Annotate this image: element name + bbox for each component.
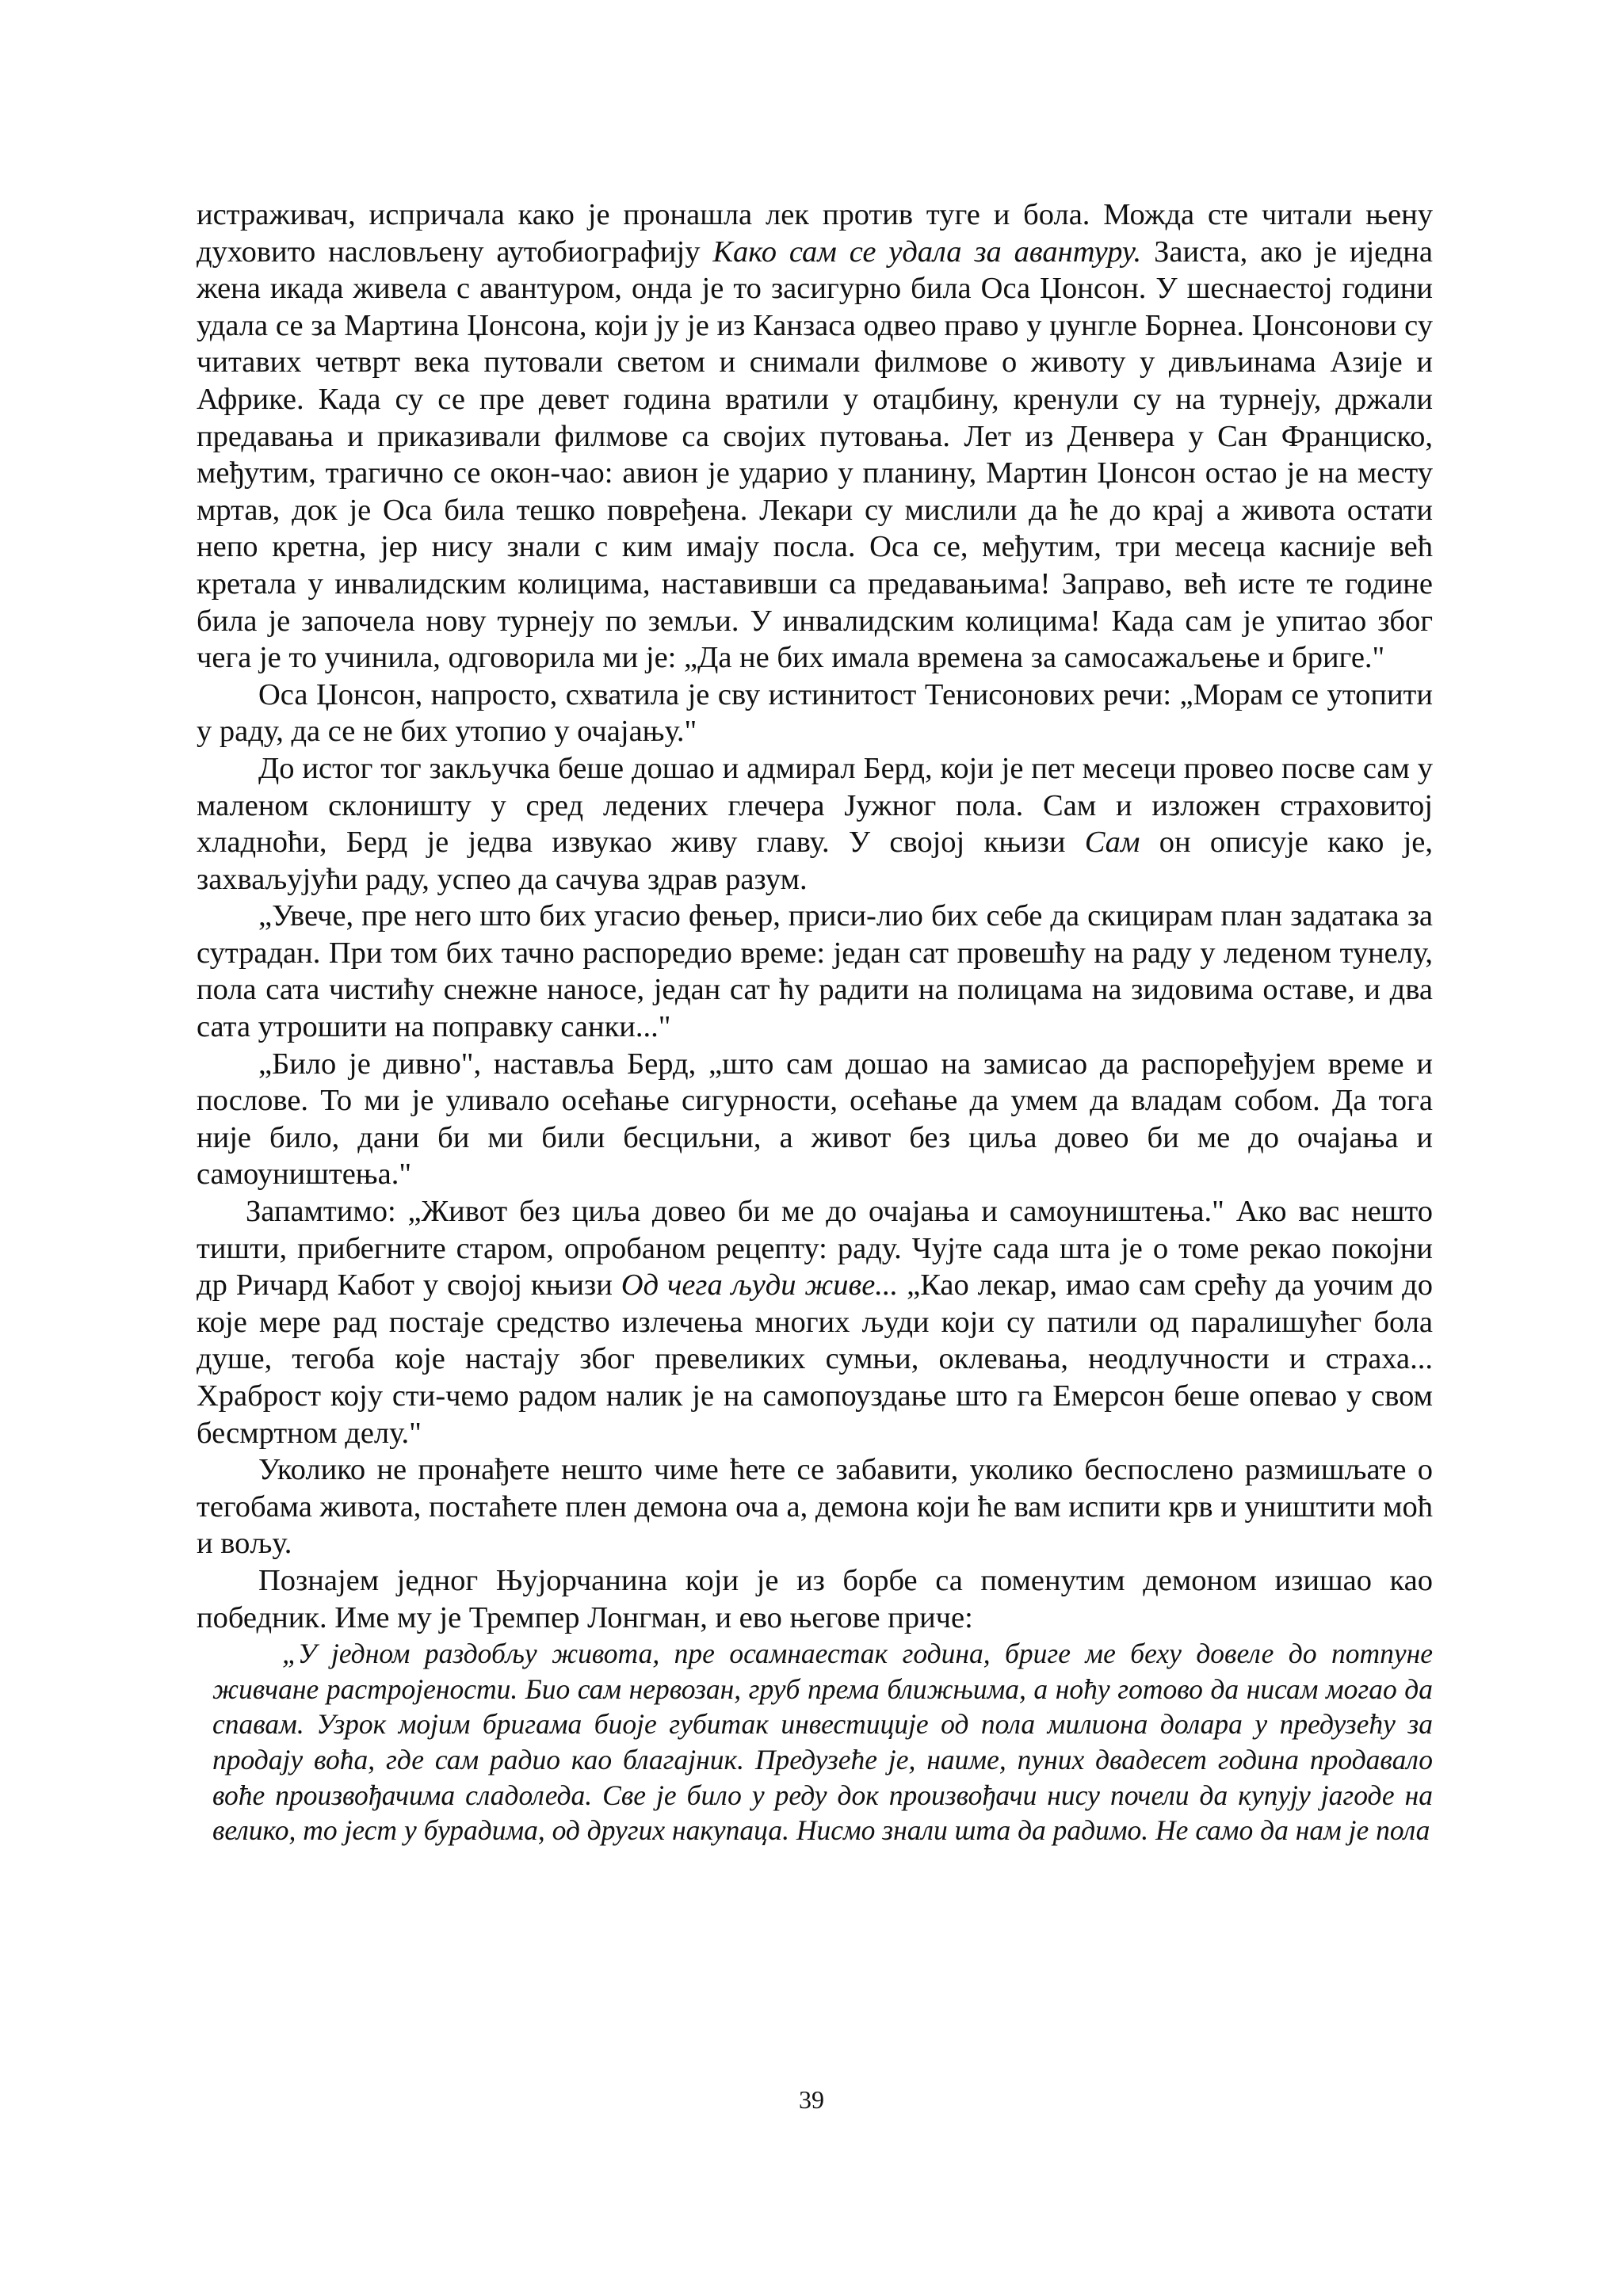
paragraph-6 <box>197 1193 1433 1451</box>
quote-paragraph-text: „У једном раздобљу живота, пре осамнаестак година, бриге ме беху довеле до потпуне живчане растројености. Био сам нервозан, груб према ближњима, а ноћу готово да нисам могао да спавам. Узрок мојим бригама биоје губитак инвестиције од пола милиона долара у предузећу за продају воћа, где сам радио као благајник. Предузеће је, наиме, пуних двадесет година продавало воће произвођачима сладоледа. Све је било у реду док произвођачи нису почели да купују јагоде на велико, то јест у бурадима, од других накупаца. Нисмо знали шта да радимо. Не само да нам је пола <box>212 1638 1433 1847</box>
paragraph-5 <box>197 1046 1433 1193</box>
paragraph-8-text: Познајем једног Њујорчанина који је из борбе са поменутим демоном изишао као победник. Име му је Тремпер Лонгман, и ево његове приче: <box>197 1563 1433 1634</box>
paragraph-1 <box>197 196 1433 677</box>
paragraph-1-text-b: Заиста, ако је иједна жена икада живела с авантуром, онда је то засигурно била Оса Џонсон. У шеснаестој години удала се за Мартина Џонсона, који ју је из Канзаса одвео право у џунгле Борнеа. Џонсонови су читавих четврт века путовали светом и снимали филмове о животу у дивљинама Азије и Африке. Када су се пре девет година вратили у отаџбину, кренули су на турнеју, држали предавања и приказивали филмове са својих путовања. Лет из Денвера у Сан Франциско, међутим, трагично се окон-чао: авион је ударио у планину, Мартин Џонсон остао је на месту мртав, док је Оса била тешко повређена. Лекари су мислили да ће до крај а живота остати непо кретна, јер нису знали с ким имају посла. Оса се, међутим, три месеца касније већ кретала у инвалидским колицима, наставивши са предавањима! Заправо, већ исте те године била је започела нову турнеју по земљи. У инвалидским колицима! Када сам је упитао због чега је то учинила, одговорила ми је: „Да не бих имала времена за самосажаљење и бриге." <box>197 235 1433 675</box>
paragraph-6-text-b: „Као лекар, имао сам срећу да уочим до које мере рад постаје средство излечења многих људи који су патили од паралишућег бола душе, тегоба које настају због превеликих сумњи, оклевања, неодлучности и страха... Храброст коју сти-чемо радом налик је на самопоуздање што га Емерсон беше опевао у свом бесмртном делу." <box>197 1268 1433 1450</box>
paragraph-6-text-a: Запамтимо: „Живот без циља довео би ме до очајања и самоуништења." Ако вас нешто тишти, прибегните старом, опробаном рецепту: раду. Чујте сада шта је о томе рекао покојни др Ричард Кабот у својој књизи <box>197 1195 1433 1302</box>
paragraph-4 <box>197 898 1433 1045</box>
paragraph-3-book-title: Сам <box>1084 826 1140 860</box>
paragraph-5-text: „Било је дивно", наставља Берд, „што сам дошао на замисао да распоређујем време и послове. То ми је уливало осећање сигурности, осећање да умем да владам собом. Да тога није било, дани би ми били бесциљни, а живот без циља довео би ме до очајања и самоуништења." <box>197 1047 1433 1192</box>
paragraph-7-text: Уколико не пронађете нешто чиме ћете се забавити, уколико беспослено размишљате о тегобама живота, постаћете плен демона оча а, демона који ће вам испити крв и уништити моћ и вољу. <box>197 1453 1433 1561</box>
paragraph-1-text-a: истраживач, испричала како је пронашла лек против туге и бола. Можда сте читали њену духовито насловљену аутобиографију <box>197 198 1433 269</box>
page-body <box>197 196 1433 1848</box>
paragraph-7 <box>197 1451 1433 1562</box>
paragraph-3-text-a: До истог тог закључка беше дошао и адмирал Берд, који је пет месеци провео посве сам у маленом склоништу у сред ледених глечера Јужног пола. Сам и изложен страховитој хладноћи, Берд је једва извукао живу главу. У својој књизи <box>197 751 1433 860</box>
paragraph-4-text: „Увече, пре него што бих угасио фењер, приси-лио бих себе да скицирам план задатака за сутрадан. При том бих тачно распоредио време: један сат провешћу на раду у леденом тунелу, пола сата чистићу снежне наносе, један сат ћу радити на полицама на зидовима оставе, и два сата утрошити на поправку санки..." <box>197 899 1433 1044</box>
paragraph-1-book-title: Како сам се удала за авантуру. <box>712 235 1142 269</box>
paragraph-6-book-title: Од чега људи живе... <box>621 1268 899 1302</box>
paragraph-2-text: Оса Џонсон, напросто, схватила је сву истинитост Тенисонових речи: „Морам се утопити у раду, да се не бих утопио у очајању." <box>197 677 1433 749</box>
paragraph-3-text-b: он описује како је, захваљујући раду, успео да сачува здрав разум. <box>197 826 1433 896</box>
paragraph-3 <box>197 750 1433 898</box>
paragraph-2 <box>197 677 1433 750</box>
page-number: 39 <box>799 2085 824 2114</box>
paragraph-8 <box>197 1562 1433 1636</box>
quote-paragraph <box>212 1636 1433 1848</box>
